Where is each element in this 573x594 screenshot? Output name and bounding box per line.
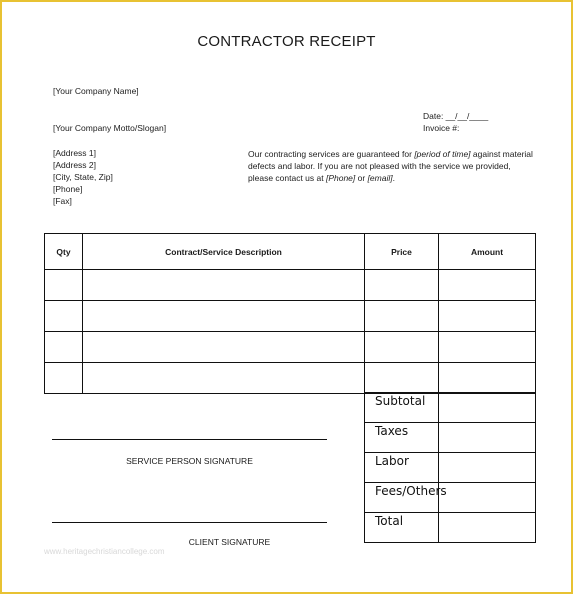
totals-table [364, 392, 536, 543]
fees-others-value[interactable] [439, 483, 536, 513]
address-line-2: [Address 2] [53, 160, 96, 170]
document-title: CONTRACTOR RECEIPT [197, 33, 376, 50]
price-cell[interactable] [365, 301, 439, 332]
guarantee-email: [email] [367, 173, 393, 183]
taxes-value[interactable] [439, 423, 536, 453]
address-phone: [Phone] [53, 184, 83, 194]
subtotal-label: Subtotal [365, 393, 439, 423]
guarantee-part-2: against material defects and labor. If you are not pleased with the service we provided, please contact us at [248, 149, 533, 183]
date-invoice-block [423, 110, 488, 134]
guarantee-part-1: Our contracting services are guaranteed for [248, 149, 415, 159]
totals-row-taxes [365, 423, 536, 453]
date-label: Date: __/__/____ [423, 111, 489, 121]
description-cell[interactable] [83, 332, 365, 363]
table-row [45, 301, 536, 332]
header-description: Contract/Service Description [83, 234, 365, 270]
address-city-state-zip: [City, State, Zip] [53, 172, 113, 182]
totals-row-subtotal [365, 393, 536, 423]
totals-row-fees [365, 483, 536, 513]
guarantee-part-3: or [355, 173, 368, 183]
client-signature-label: CLIENT SIGNATURE [188, 537, 271, 547]
price-cell[interactable] [365, 332, 439, 363]
subtotal-value[interactable] [439, 393, 536, 423]
header-qty: Qty [45, 234, 83, 270]
address-fax: [Fax] [53, 196, 72, 206]
taxes-label: Taxes [365, 423, 439, 453]
header-amount: Amount [439, 234, 536, 270]
qty-cell[interactable] [45, 270, 83, 301]
amount-cell[interactable] [439, 301, 536, 332]
table-row [45, 363, 536, 394]
amount-cell[interactable] [439, 363, 536, 394]
fees-others-label: Fees/Others [365, 483, 439, 513]
totals-row-labor [365, 453, 536, 483]
total-value[interactable] [439, 513, 536, 543]
qty-cell[interactable] [45, 363, 83, 394]
description-cell[interactable] [83, 301, 365, 332]
watermark-text: www.heritagechristiancollege.com [44, 547, 165, 556]
amount-cell[interactable] [439, 270, 536, 301]
qty-cell[interactable] [45, 301, 83, 332]
company-name: [Your Company Name] [53, 86, 139, 96]
qty-cell[interactable] [45, 332, 83, 363]
client-signature-line[interactable] [52, 522, 327, 523]
service-person-signature-line[interactable] [52, 439, 327, 440]
total-label: Total [365, 513, 439, 543]
service-person-signature-label: SERVICE PERSON SIGNATURE [126, 456, 253, 466]
header-price: Price [365, 234, 439, 270]
guarantee-period: [period of time] [414, 149, 471, 159]
amount-cell[interactable] [439, 332, 536, 363]
items-table [44, 233, 536, 394]
company-motto: [Your Company Motto/Slogan] [53, 123, 167, 133]
guarantee-part-4: . [392, 173, 395, 183]
items-header-row [45, 234, 536, 270]
table-row [45, 270, 536, 301]
price-cell[interactable] [365, 363, 439, 394]
guarantee-text [248, 148, 533, 184]
address-block [53, 147, 113, 207]
invoice-label: Invoice #: [423, 123, 460, 133]
description-cell[interactable] [83, 363, 365, 394]
guarantee-phone: [Phone] [325, 173, 356, 183]
labor-value[interactable] [439, 453, 536, 483]
labor-label: Labor [365, 453, 439, 483]
description-cell[interactable] [83, 270, 365, 301]
table-row [45, 332, 536, 363]
price-cell[interactable] [365, 270, 439, 301]
address-line-1: [Address 1] [53, 148, 96, 158]
